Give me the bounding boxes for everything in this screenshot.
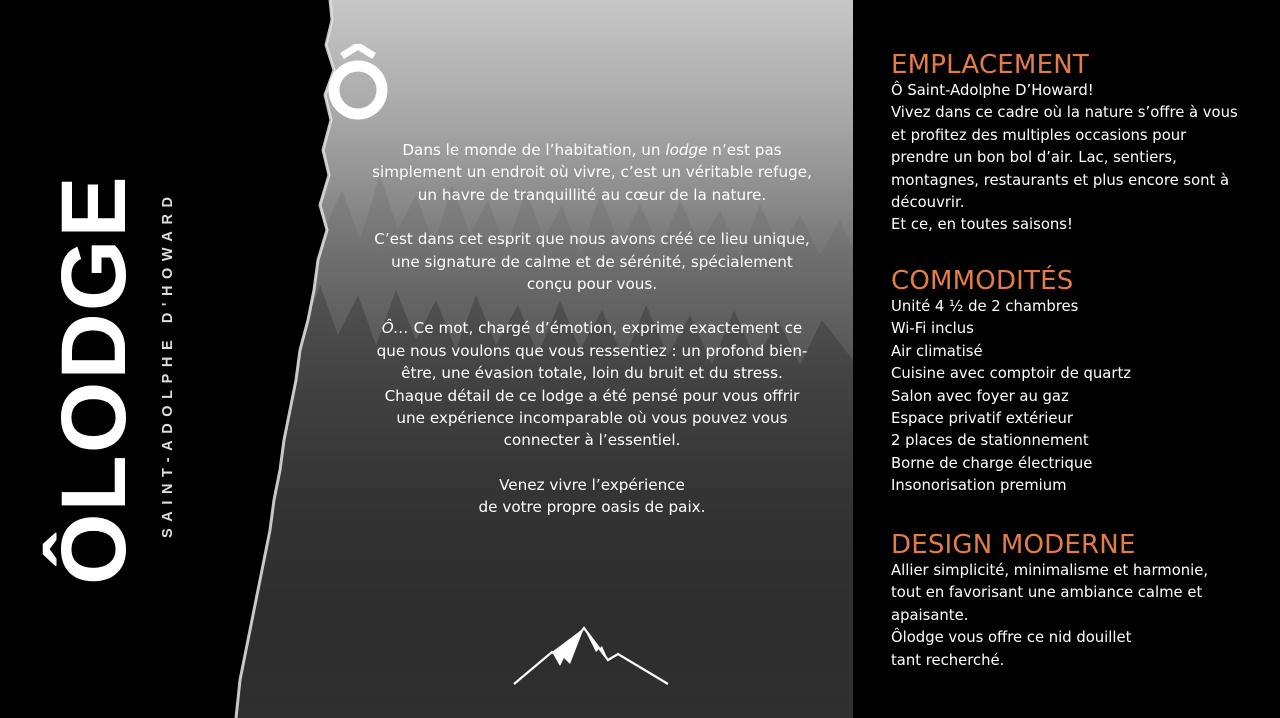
commodites-line: Insonorisation premium [891,477,1067,495]
mountain-icon [512,624,670,686]
intro-paragraph-4: Venez vivre l’expérience de votre propre oasis de paix. [478,475,706,517]
commodites-line: Cuisine avec comptoir de quartz [891,365,1132,383]
brand-location: SAINT-ADOLPHE D'HOWARD [160,190,176,538]
emplacement-line: et profitez des multiples occasions pour [891,126,1187,144]
brand-name: ÔLODGE [43,174,145,585]
emplacement-line: Vivez dans ce cadre où la nature s’offre à vous [891,104,1238,122]
design-line: tant recherché. [891,651,1005,669]
design-line: apaisante. [891,606,969,624]
brand-vertical [43,0,208,718]
design-line: tout en favorisant une ambiance calme et [891,584,1203,602]
intro-paragraph-3: Ô… Ce mot, chargé d’émotion, exprime exactement ce que nous voulons que vous ressentiez : un profond bien-être, une évasion totale, loin du bruit et du stress. Chaque détail de ce lodge a été pensé pour vous offrir une expérience incomparable où vous pouvez vous connecter à l’essentiel. [376,319,808,450]
design-title: DESIGN MODERNE [891,530,1136,560]
commodites-line: Unité 4 ½ de 2 chambres [891,298,1079,315]
commodites-line: 2 places de stationnement [891,432,1089,450]
intro-paragraph-1: Dans le monde de l’habitation, un lodge n’est pas simplement un endroit où vivre, c’est un véritable refuge, un havre de tranquillité au cœur de la nature. [372,141,812,204]
emplacement-line: Ô Saint-Adolphe D’Howard! [891,82,1094,99]
section-design [891,530,1271,672]
emplacement-title: EMPLACEMENT [891,50,1089,80]
intro-text [370,139,814,541]
commodites-line: Borne de charge électrique [891,454,1093,472]
commodites-line: Espace privatif extérieur [891,410,1073,428]
intro-paragraph-2: C’est dans cet esprit que nous avons créé ce lieu unique, une signature de calme et de sérénité, spécialement conçu pour vous. [374,230,810,294]
o-circumflex-logo-icon [318,44,398,120]
commodites-title: COMMODITÉS [891,266,1074,296]
emplacement-line: prendre un bon bol d’air. Lac, sentiers, [891,149,1177,167]
emplacement-line: montagnes, restaurants et plus encore sont à [891,171,1230,189]
commodites-line: Air climatisé [891,342,983,360]
emplacement-line: découvrir. [891,194,965,212]
design-line: Allier simplicité, minimalisme et harmonie, [891,562,1209,579]
section-commodites [891,266,1271,498]
commodites-line: Wi-Fi inclus [891,320,974,338]
design-line: Ôlodge vous offre ce nid douillet [891,629,1132,647]
commodites-line: Salon avec foyer au gaz [891,387,1069,405]
section-emplacement [891,50,1271,237]
emplacement-line: Et ce, en toutes saisons! [891,216,1073,234]
